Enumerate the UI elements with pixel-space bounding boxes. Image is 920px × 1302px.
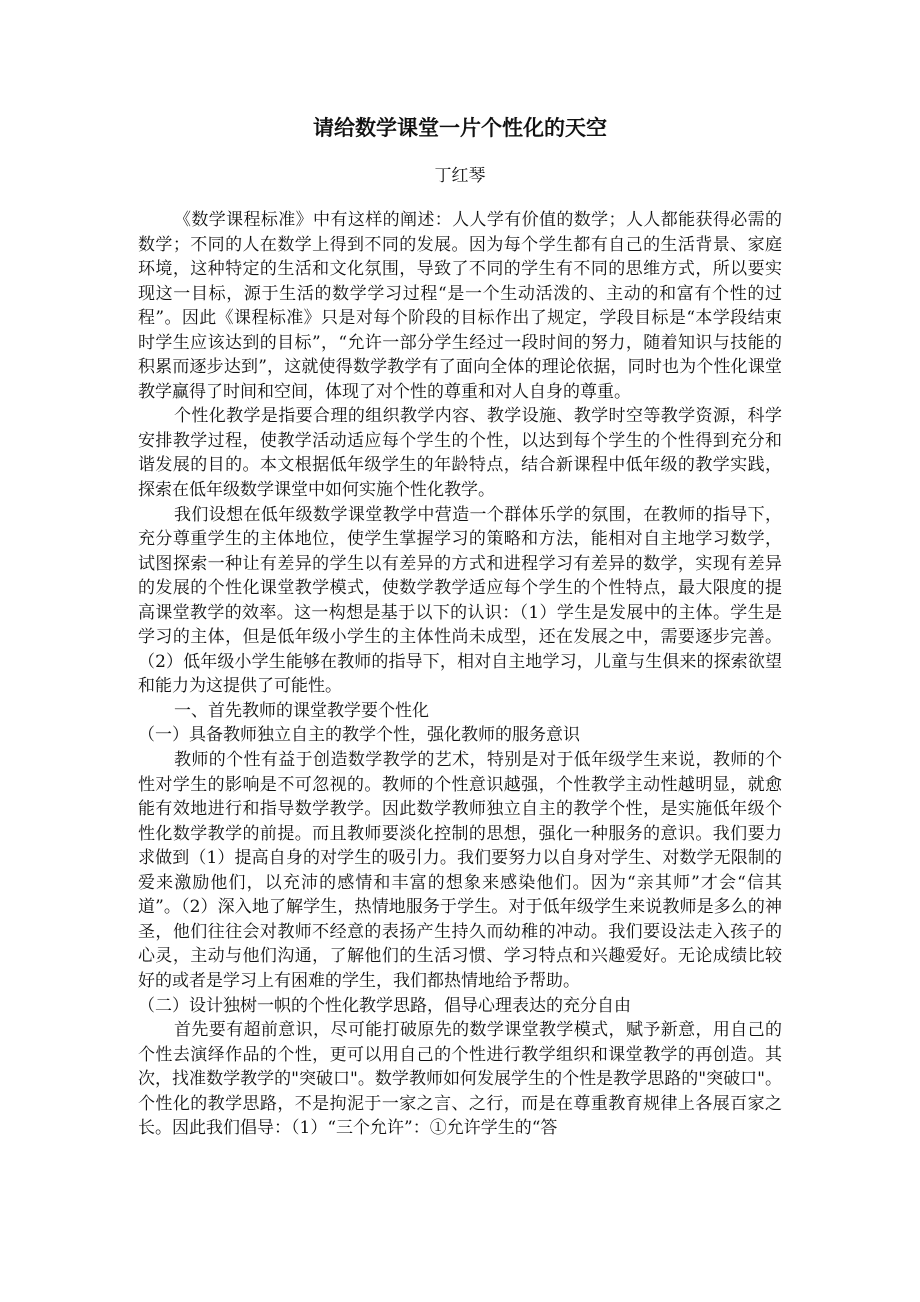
document-author: 丁红琴 [434,166,486,186]
section-heading-1: 一、首先教师的课堂教学要个性化 [174,700,429,721]
subsection-heading-1: （一）具备教师独立自主的教学个性，强化教师的服务意识 [138,725,580,746]
document-body [138,208,782,1141]
paragraph-hypothesis: 我们设想在低年级数学课堂教学中营造一个群体乐学的氛围，在教师的指导下，充分尊重学生的主体地位，使学生掌握学习的策略和方法，能相对自主地学习数学，试图探索一种让有差异的学生以有差异的方式和进程学习有差异的数学，实现有差异的发展的个性化课堂教学模式，使数学教学适应每个学生的个性特点，最大限度的提高课堂教学的效率。这一构想是基于以下的认识：（1）学生是发展中的主体。学生是学习的主体，但是低年级小学生的主体性尚未成型，还在发展之中，需要逐步完善。（2）低年级小学生能够在教师的指导下，相对自主地学习，儿童与生俱来的探索欲望和能力为这提供了可能性。 [138,504,782,697]
document-title: 请给数学课堂一片个性化的天空 [313,116,607,140]
paragraph-teacher-personality: 教师的个性有益于创造数学教学的艺术，特别是对于低年级学生来说，教师的个性对学生的影响是不可忽视的。教师的个性意识越强，个性教学主动性越明显，就愈能有效地进行和指导数学教学。因此数学教师独立自主的教学个性，是实施低年级个性化数学教学的前提。而且教师要淡化控制的思想，强化一种服务的意识。我们要力求做到（1）提高自身的对学生的吸引力。我们要努力以自身对学生、对数学无限制的爱来激励他们，以充沛的感情和丰富的想象来感染他们。因为“亲其师”才会“信其道”。（2）深入地了解学生，热情地服务于学生。对于低年级学生来说教师是多么的神圣，他们往往会对教师不经意的表扬产生持久而幼稚的冲动。我们要设法走入孩子的心灵，主动与他们沟通，了解他们的生活习惯、学习特点和兴趣爱好。无论成绩比较好的或者是学习上有困难的学生，我们都热情地给予帮助。 [138,750,782,991]
paragraph-intro: 《数学课程标准》中有这样的阐述：人人学有价值的数学；人人都能获得必需的数学；不同的人在数学上得到不同的发展。因为每个学生都有自己的生活背景、家庭环境，这种特定的生活和文化氛围，导致了不同的学生有不同的思维方式，所以要实现这一目标，源于生活的数学学习过程“是一个生动活泼的、主动的和富有个性的过程”。因此《课程标准》只是对每个阶段的目标作出了规定，学段目标是“本学段结束时学生应该达到的目标”，“允许一部分学生经过一段时间的努力，随着知识与技能的积累而逐步达到”，这就使得数学教学有了面向全体的理论依据，同时也为个性化课堂教学赢得了时间和空间，体现了对个性的尊重和对人自身的尊重。 [138,210,782,402]
subsection-heading-2: （二）设计独树一帜的个性化教学思路，倡导心理表达的充分自由 [138,995,631,1016]
paragraph-teaching-approach: 首先要有超前意识，尽可能打破原先的数学课堂教学模式，赋予新意，用自己的个性去演绎作品的个性，更可以用自己的个性进行教学组织和课堂教学的再创造。其次，找准数学教学的"突破口"。数学教师如何发展学生的个性是教学思路的"突破口"。个性化的教学思路，不是拘泥于一家之言、之行，而是在尊重教育规律上各展百家之长。因此我们倡导：（1）“三个允许”：①允许学生的“答 [138,1020,782,1139]
paragraph-definition: 个性化教学是指要合理的组织教学内容、教学设施、教学时空等教学资源，科学安排教学过程，使教学活动适应每个学生的个性，以达到每个学生的个性得到充分和谐发展的目的。本文根据低年级学生的年龄特点，结合新课程中低年级的教学实践，探索在低年级数学课堂中如何实施个性化教学。 [138,406,782,501]
